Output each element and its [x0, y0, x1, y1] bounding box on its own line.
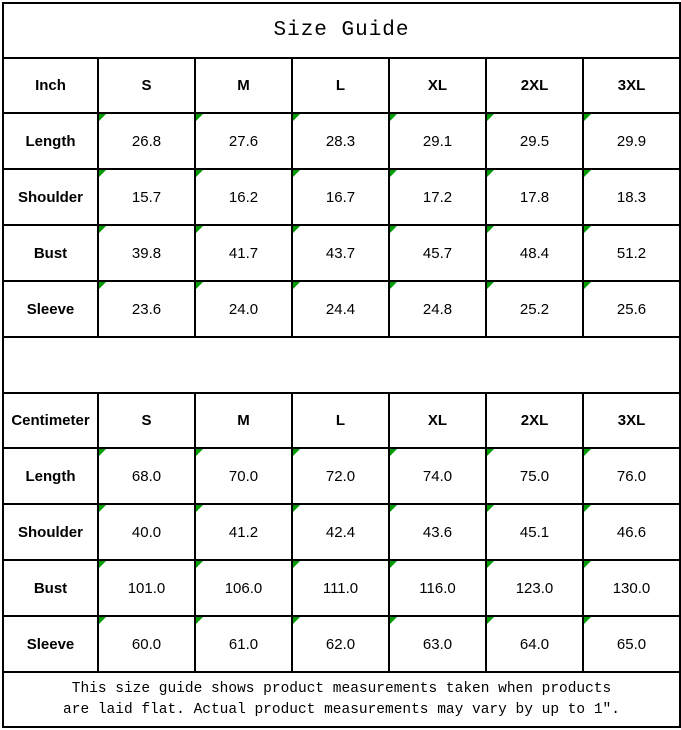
size-value: 75.0: [519, 467, 550, 485]
size-value-cell: [292, 616, 389, 672]
stored-as-text-indicator-icon: [584, 617, 591, 624]
stored-as-text-indicator-icon: [584, 170, 591, 177]
stored-as-text-indicator-icon: [487, 505, 494, 512]
size-value: 24.8: [422, 300, 453, 318]
unit-header-inch: Inch: [3, 58, 98, 113]
size-value: 24.4: [325, 300, 356, 318]
size-value-cell: [292, 281, 389, 337]
size-value-cell: [486, 448, 583, 504]
table-spacer-row: [3, 337, 680, 393]
size-column-header-xl: XL: [389, 58, 486, 113]
size-value: 45.7: [422, 244, 453, 262]
size-value: 29.9: [616, 132, 647, 150]
size-value: 41.2: [228, 523, 259, 541]
stored-as-text-indicator-icon: [293, 226, 300, 233]
size-value-cell: [583, 560, 680, 616]
size-value: 111.0: [322, 579, 359, 597]
measurement-row-label: Length: [3, 448, 98, 504]
size-value-cell: [583, 169, 680, 225]
size-value-cell: [98, 504, 195, 560]
size-value: 15.7: [131, 188, 162, 206]
size-value-cell: [583, 225, 680, 281]
size-column-header-l: L: [292, 393, 389, 448]
size-value-cell: [486, 560, 583, 616]
size-value-cell: [389, 560, 486, 616]
size-column-header-2xl: 2XL: [486, 58, 583, 113]
stored-as-text-indicator-icon: [99, 226, 106, 233]
size-value-cell: [486, 616, 583, 672]
size-value: 76.0: [616, 467, 647, 485]
size-value: 60.0: [131, 635, 162, 653]
size-value: 16.7: [325, 188, 356, 206]
size-value: 45.1: [519, 523, 550, 541]
size-value-cell: [98, 113, 195, 169]
stored-as-text-indicator-icon: [390, 114, 397, 121]
size-value: 24.0: [228, 300, 259, 318]
size-value: 46.6: [616, 523, 647, 541]
stored-as-text-indicator-icon: [584, 561, 591, 568]
size-value-cell: [583, 113, 680, 169]
stored-as-text-indicator-icon: [293, 617, 300, 624]
size-value-cell: [195, 616, 292, 672]
stored-as-text-indicator-icon: [196, 170, 203, 177]
size-value: 123.0: [515, 579, 554, 597]
stored-as-text-indicator-icon: [584, 449, 591, 456]
size-value-cell: [583, 448, 680, 504]
size-value: 101.0: [127, 579, 166, 597]
size-value-cell: [98, 169, 195, 225]
stored-as-text-indicator-icon: [196, 617, 203, 624]
stored-as-text-indicator-icon: [99, 282, 106, 289]
stored-as-text-indicator-icon: [196, 505, 203, 512]
size-value-cell: [486, 281, 583, 337]
stored-as-text-indicator-icon: [390, 226, 397, 233]
size-value: 43.7: [325, 244, 356, 262]
size-column-header-l: L: [292, 58, 389, 113]
stored-as-text-indicator-icon: [99, 449, 106, 456]
size-column-header-3xl: 3XL: [583, 393, 680, 448]
stored-as-text-indicator-icon: [487, 170, 494, 177]
size-column-header-s: S: [98, 393, 195, 448]
stored-as-text-indicator-icon: [390, 282, 397, 289]
footnote-line-1: This size guide shows product measurements taken when products: [71, 680, 612, 697]
size-value: 65.0: [616, 635, 647, 653]
size-value: 72.0: [325, 467, 356, 485]
stored-as-text-indicator-icon: [99, 170, 106, 177]
size-value-cell: [195, 448, 292, 504]
size-value-cell: [389, 504, 486, 560]
measurement-row-label: Bust: [3, 225, 98, 281]
measurement-row-label: Bust: [3, 560, 98, 616]
stored-as-text-indicator-icon: [293, 505, 300, 512]
table-row: [3, 504, 680, 560]
measurement-row-label: Sleeve: [3, 281, 98, 337]
stored-as-text-indicator-icon: [390, 449, 397, 456]
size-value: 116.0: [419, 579, 456, 597]
stored-as-text-indicator-icon: [293, 282, 300, 289]
size-value-cell: [195, 504, 292, 560]
table-row: [3, 169, 680, 225]
size-value: 25.2: [519, 300, 550, 318]
size-value: 29.1: [422, 132, 453, 150]
stored-as-text-indicator-icon: [390, 170, 397, 177]
size-value: 26.8: [131, 132, 162, 150]
size-value-cell: [583, 616, 680, 672]
size-value: 16.2: [228, 188, 259, 206]
stored-as-text-indicator-icon: [390, 561, 397, 568]
size-value: 18.3: [616, 188, 647, 206]
size-value: 106.0: [224, 579, 263, 597]
size-column-header-2xl: 2XL: [486, 393, 583, 448]
size-value: 74.0: [422, 467, 453, 485]
size-value-cell: [583, 281, 680, 337]
stored-as-text-indicator-icon: [390, 617, 397, 624]
size-value-cell: [98, 281, 195, 337]
size-value-cell: [98, 560, 195, 616]
size-value-cell: [389, 616, 486, 672]
table-row: [3, 281, 680, 337]
stored-as-text-indicator-icon: [487, 226, 494, 233]
size-value-cell: [583, 504, 680, 560]
size-value: 48.4: [519, 244, 550, 262]
stored-as-text-indicator-icon: [196, 114, 203, 121]
size-value: 29.5: [519, 132, 550, 150]
stored-as-text-indicator-icon: [487, 617, 494, 624]
size-value-cell: [195, 169, 292, 225]
size-value-cell: [292, 169, 389, 225]
stored-as-text-indicator-icon: [584, 114, 591, 121]
stored-as-text-indicator-icon: [487, 449, 494, 456]
size-value-cell: [292, 113, 389, 169]
table-row: [3, 113, 680, 169]
measurement-row-label: Length: [3, 113, 98, 169]
size-value-cell: [486, 113, 583, 169]
size-value-cell: [195, 113, 292, 169]
size-column-header-m: M: [195, 58, 292, 113]
stored-as-text-indicator-icon: [196, 282, 203, 289]
table-row: [3, 448, 680, 504]
stored-as-text-indicator-icon: [293, 170, 300, 177]
stored-as-text-indicator-icon: [487, 114, 494, 121]
size-value-cell: [389, 113, 486, 169]
stored-as-text-indicator-icon: [99, 617, 106, 624]
size-value: 130.0: [612, 579, 651, 597]
size-value: 61.0: [228, 635, 259, 653]
unit-header-centimeter: Centimeter: [3, 393, 98, 448]
size-value-cell: [98, 225, 195, 281]
stored-as-text-indicator-icon: [293, 449, 300, 456]
stored-as-text-indicator-icon: [99, 561, 106, 568]
size-value: 23.6: [131, 300, 162, 318]
stored-as-text-indicator-icon: [487, 282, 494, 289]
size-value: 62.0: [325, 635, 356, 653]
size-value: 27.6: [228, 132, 259, 150]
size-value-cell: [292, 448, 389, 504]
stored-as-text-indicator-icon: [487, 561, 494, 568]
measurement-row-label: Sleeve: [3, 616, 98, 672]
size-value-cell: [486, 504, 583, 560]
size-guide-table: [2, 2, 681, 728]
size-value-cell: [98, 616, 195, 672]
stored-as-text-indicator-icon: [99, 114, 106, 121]
stored-as-text-indicator-icon: [196, 561, 203, 568]
stored-as-text-indicator-icon: [584, 226, 591, 233]
size-value: 63.0: [422, 635, 453, 653]
size-guide-title: Size Guide: [3, 3, 680, 58]
size-value: 43.6: [422, 523, 453, 541]
size-value-cell: [486, 169, 583, 225]
size-column-header-s: S: [98, 58, 195, 113]
stored-as-text-indicator-icon: [293, 561, 300, 568]
size-value: 25.6: [616, 300, 647, 318]
size-value-cell: [389, 169, 486, 225]
footnote-line-2: are laid flat. Actual product measurements may vary by up to 1″.: [63, 701, 620, 718]
size-value-cell: [195, 281, 292, 337]
size-value-cell: [389, 225, 486, 281]
table-row: [3, 616, 680, 672]
stored-as-text-indicator-icon: [584, 282, 591, 289]
size-value-cell: [98, 448, 195, 504]
size-value-cell: [486, 225, 583, 281]
size-column-header-m: M: [195, 393, 292, 448]
size-value-cell: [389, 448, 486, 504]
size-column-header-3xl: 3XL: [583, 58, 680, 113]
size-value: 39.8: [131, 244, 162, 262]
size-value: 41.7: [228, 244, 259, 262]
size-value-cell: [292, 225, 389, 281]
size-value-cell: [195, 225, 292, 281]
size-value: 70.0: [228, 467, 259, 485]
stored-as-text-indicator-icon: [293, 114, 300, 121]
size-value: 68.0: [131, 467, 162, 485]
size-value-cell: [292, 560, 389, 616]
stored-as-text-indicator-icon: [99, 505, 106, 512]
size-guide-footnote: [3, 672, 680, 727]
table-row: [3, 560, 680, 616]
size-value: 40.0: [131, 523, 162, 541]
size-value-cell: [389, 281, 486, 337]
stored-as-text-indicator-icon: [390, 505, 397, 512]
measurement-row-label: Shoulder: [3, 169, 98, 225]
size-value: 64.0: [519, 635, 550, 653]
measurement-row-label: Shoulder: [3, 504, 98, 560]
stored-as-text-indicator-icon: [196, 226, 203, 233]
table-row: [3, 225, 680, 281]
size-value: 17.2: [422, 188, 453, 206]
size-value: 17.8: [519, 188, 550, 206]
size-value: 51.2: [616, 244, 647, 262]
size-column-header-xl: XL: [389, 393, 486, 448]
size-value: 42.4: [325, 523, 356, 541]
size-value-cell: [195, 560, 292, 616]
stored-as-text-indicator-icon: [584, 505, 591, 512]
stored-as-text-indicator-icon: [196, 449, 203, 456]
size-value-cell: [292, 504, 389, 560]
size-value: 28.3: [325, 132, 356, 150]
